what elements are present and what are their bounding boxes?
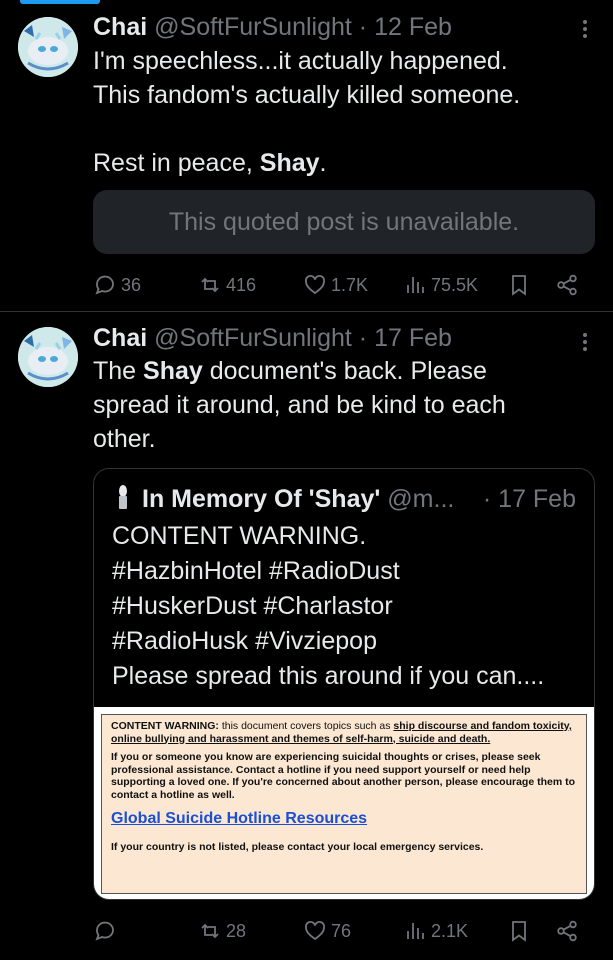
- bookmark-icon: [507, 919, 531, 943]
- quote-line: #RadioHusk #Vivziepop: [112, 627, 377, 655]
- footer-note: If your country is not listed, please contact your local emergency services.: [111, 841, 484, 853]
- warning-label: CONTENT WARNING:: [111, 720, 219, 732]
- tweet-date[interactable]: 12 Feb: [374, 13, 452, 41]
- more-options-icon[interactable]: [581, 333, 589, 355]
- repost-icon: [198, 273, 222, 297]
- reply-button[interactable]: [93, 916, 121, 946]
- reply-button[interactable]: [93, 270, 141, 300]
- separator: ·: [358, 13, 368, 41]
- tweet-line: other.: [93, 425, 156, 453]
- avatar-image: [18, 17, 78, 77]
- share-icon: [555, 273, 579, 297]
- quote-author-name[interactable]: In Memory Of 'Shay': [142, 485, 381, 513]
- quote-line: #HuskerDust #Charlastor: [112, 592, 393, 620]
- separator: ·: [358, 324, 368, 352]
- like-icon: [303, 919, 327, 943]
- tweet-line: [93, 146, 520, 180]
- warning-topics: ship discourse and fandom toxicity, online bullying and harassment and themes of self-harm, suicide and death.: [111, 720, 572, 745]
- author-handle[interactable]: @SoftFurSunlight: [154, 324, 352, 352]
- reply-icon: [93, 273, 117, 297]
- tweet-line: [93, 354, 506, 388]
- bold-name: Shay: [143, 357, 203, 385]
- avatar-image: [18, 327, 78, 387]
- views-count: 75.5K: [431, 274, 479, 295]
- repost-count: 28: [226, 920, 247, 941]
- bookmark-button[interactable]: [507, 270, 531, 300]
- views-button[interactable]: [403, 916, 468, 946]
- quote-line: Please spread this around if you can....: [112, 662, 545, 690]
- avatar[interactable]: [18, 17, 78, 77]
- views-button[interactable]: [403, 270, 478, 300]
- text-fragment: Rest in peace,: [93, 149, 260, 177]
- bookmark-button[interactable]: [507, 916, 531, 946]
- reply-icon: [93, 919, 117, 943]
- tweet-text: [93, 354, 506, 456]
- repost-button[interactable]: [198, 916, 246, 946]
- action-bar: [93, 270, 593, 300]
- tweet-date[interactable]: 17 Feb: [374, 324, 452, 352]
- tweet[interactable]: [0, 313, 613, 960]
- bold-name: Shay: [259, 149, 320, 177]
- like-button[interactable]: [303, 270, 368, 300]
- author-name[interactable]: Chai: [93, 324, 148, 352]
- text-fragment: .: [319, 149, 327, 177]
- content-warning: [111, 720, 577, 745]
- views-count: 2.1K: [431, 920, 469, 941]
- quote-line: #HazbinHotel #RadioDust: [112, 557, 400, 585]
- hotline-link[interactable]: Global Suicide Hotline Resources: [111, 810, 368, 827]
- repost-count: 416: [226, 274, 257, 295]
- repost-button[interactable]: [198, 270, 256, 300]
- support-paragraph: If you or someone you know are experiencing suicidal thoughts or crises, please seek professional assistance. Contact a hotline if you need support yourself or need help supporting a loved one. If you're concerned about another person, please encourage them to contact a hotline as well.: [111, 751, 575, 801]
- share-button[interactable]: [555, 916, 579, 946]
- more-options-icon[interactable]: [581, 20, 589, 42]
- quote-handle[interactable]: @m...: [387, 485, 455, 513]
- warning-text: this document covers topics such as: [218, 720, 394, 732]
- like-icon: [303, 273, 327, 297]
- quote-date[interactable]: · 17 Feb: [482, 485, 576, 513]
- quoted-post[interactable]: [93, 468, 595, 900]
- tweet[interactable]: [0, 0, 613, 312]
- tweet-line: I'm speechless...it actually happened.: [93, 47, 508, 75]
- repost-icon: [198, 919, 222, 943]
- views-icon: [403, 919, 427, 943]
- views-icon: [403, 273, 427, 297]
- quote-document-image[interactable]: [94, 707, 595, 900]
- author-name[interactable]: Chai: [93, 13, 148, 41]
- share-button[interactable]: [555, 270, 579, 300]
- author-handle[interactable]: @SoftFurSunlight: [154, 13, 352, 41]
- share-icon: [555, 919, 579, 943]
- candle-icon: [112, 484, 134, 510]
- document-panel: [101, 714, 587, 894]
- quote-text: [112, 519, 582, 694]
- quote-line: CONTENT WARNING.: [112, 522, 367, 550]
- tweet-header: [93, 323, 452, 353]
- tweet-text: [93, 44, 520, 180]
- reply-count: 36: [121, 274, 142, 295]
- like-count: 76: [331, 920, 352, 941]
- text-fragment: The: [93, 357, 144, 385]
- tweet-header: [93, 12, 452, 42]
- like-button[interactable]: [303, 916, 351, 946]
- quoted-post-unavailable: This quoted post is unavailable.: [93, 190, 595, 254]
- like-count: 1.7K: [331, 274, 369, 295]
- tweet-line: spread it around, and be kind to each: [93, 391, 506, 419]
- quote-header: [112, 483, 454, 515]
- avatar[interactable]: [18, 327, 78, 387]
- tweet-line: This fandom's actually killed someone.: [93, 81, 521, 109]
- bookmark-icon: [507, 273, 531, 297]
- action-bar: [93, 916, 593, 946]
- text-fragment: document's back. Please: [202, 357, 487, 385]
